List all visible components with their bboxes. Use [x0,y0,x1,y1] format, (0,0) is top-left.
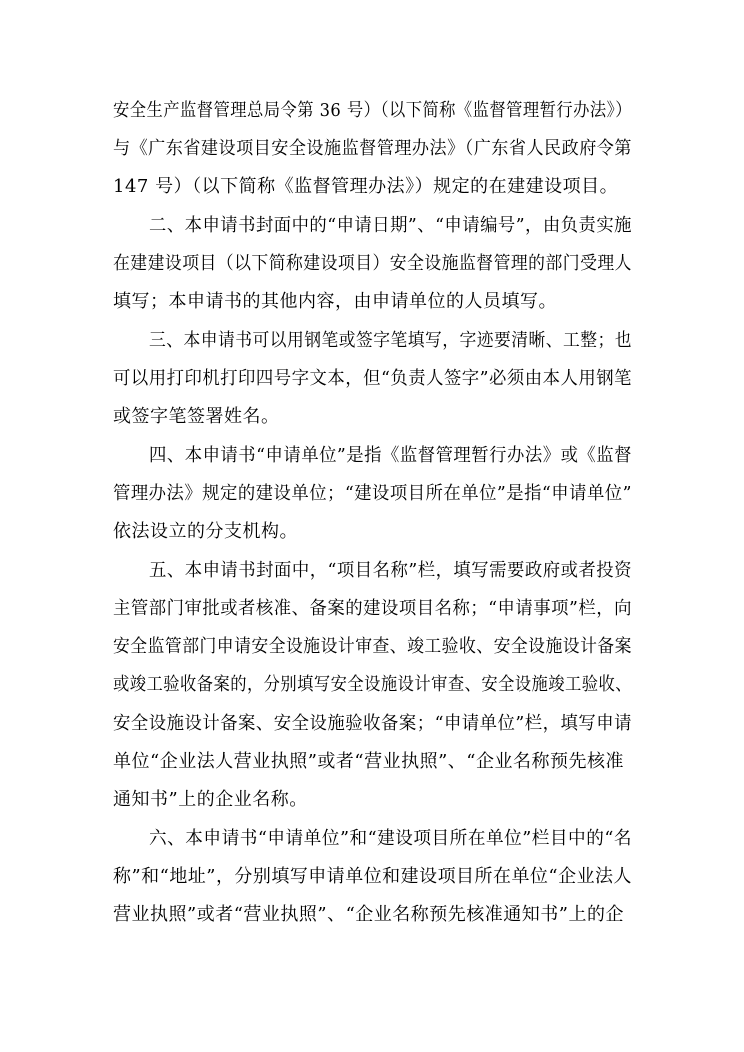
text-line [0,327,744,355]
text-line [0,786,744,814]
text-line [0,403,744,431]
text-line-content: 主管部门审批或者核准、备案的建设项目名称；“申请事项”栏，向 [113,598,632,619]
text-line-content: 147 号）（以下简称《监督管理办法》）规定的在建建设项目。 [113,176,619,197]
text-line [0,518,744,546]
text-line-content: 管理办法》规定的建设单位；“建设项目所在单位”是指“申请单位” [113,483,632,504]
text-line-content: 与《广东省建设项目安全设施监督管理办法》（广东省人民政府令第 [113,138,632,159]
text-line [0,480,744,508]
text-line [0,97,744,125]
text-line [0,135,744,163]
text-line-content: 安全生产监督管理总局令第 36 号）（以下简称《监督管理暂行办法》） [113,100,633,121]
text-line [0,710,744,738]
text-line-content: 三、本申请书可以用钢笔或签字笔填写，字迹要清晰、工整；也 [149,330,632,351]
text-line [0,633,744,661]
text-line [0,671,744,699]
text-line-content: 在建建设项目（以下简称建设项目）安全设施监督管理的部门受理人 [113,253,632,274]
text-line-content: 通知书”上的企业名称。 [113,789,308,810]
text-line-content: 安全监管部门申请安全设施设计审查、竣工验收、安全设施设计备案 [113,636,632,657]
text-line [0,595,744,623]
text-line-content: 称”和“地址”，分别填写申请单位和建设项目所在单位“企业法人 [113,866,632,887]
text-line-content: 填写；本申请书的其他内容，由申请单位的人员填写。 [113,291,557,312]
text-line [0,825,744,853]
text-line [0,748,744,776]
text-line-content: 单位“企业法人营业执照”或者“营业执照”、“企业名称预先核准 [113,751,625,772]
text-line-content: 营业执照”或者“营业执照”、“企业名称预先核准通知书”上的企 [113,904,625,925]
text-line [0,288,744,316]
text-line-content: 依法设立的分支机构。 [113,521,298,542]
text-line-content: 可以用打印机打印四号字文本，但“负责人签字”必须由本人用钢笔 [113,368,632,389]
text-line [0,863,744,891]
text-line [0,557,744,585]
text-line [0,212,744,240]
text-line-content: 或签字笔签署姓名。 [113,406,280,427]
text-line [0,250,744,278]
text-line-content: 六、本申请书“申请单位”和“建设项目所在单位”栏目中的“名 [149,828,633,849]
text-line-content: 二、本申请书封面中的“申请日期”、“申请编号”，由负责实施 [149,215,633,236]
text-line [0,442,744,470]
text-line [0,173,744,201]
text-line-content: 或竣工验收备案的，分别填写安全设施设计审查、安全设施竣工验收、 [113,674,633,695]
text-line [0,365,744,393]
text-line-content: 五、本申请书封面中，“项目名称”栏，填写需要政府或者投资 [149,560,632,581]
text-line-content: 四、本申请书“申请单位”是指《监督管理暂行办法》或《监督 [149,445,632,466]
text-line-content: 安全设施设计备案、安全设施验收备案；“申请单位”栏，填写申请 [113,713,632,734]
text-line [0,901,744,929]
